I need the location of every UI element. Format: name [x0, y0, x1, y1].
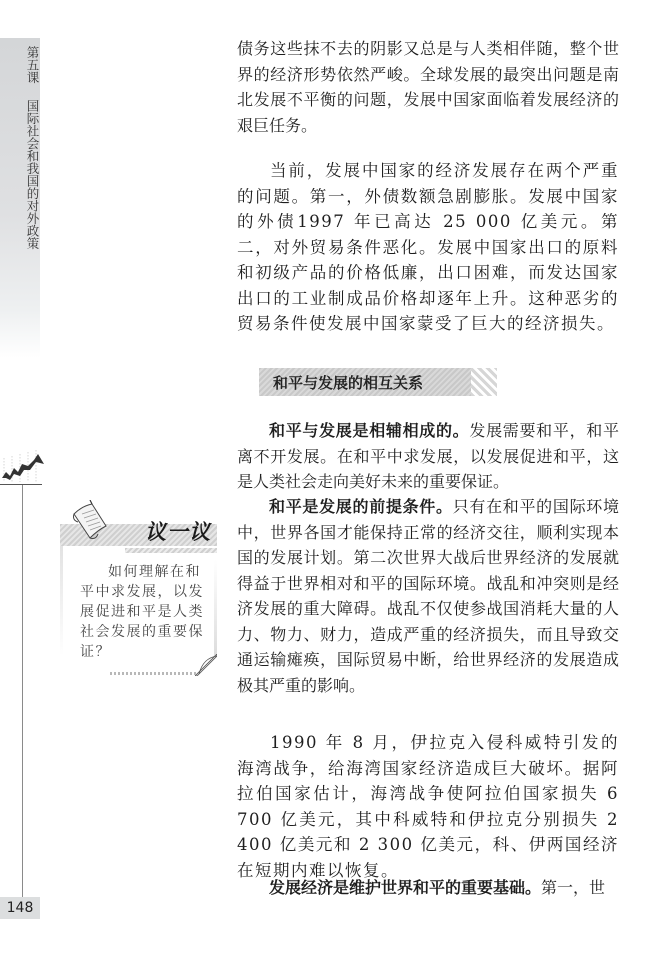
paragraph-case-debt: 当前，发展中国家的经济发展存在两个严重的问题。第一，外债数额急剧膨胀。发展中国家的外债1997 年已高达 25 000 亿美元。第二，对外贸易条件恶化。发展中国家出口的原料和初级产品的价格低廉，出口困难，而发达国家出口的工业制成品价格却逐年上升。这种恶劣的贸易条件使发展中国家蒙受了巨大的经济损失。	[237, 161, 619, 333]
lesson-title: 国际社会和我国的对外政策	[25, 99, 40, 250]
paragraph-economy-foundation	[237, 875, 619, 901]
discuss-title-underline	[125, 548, 217, 553]
scroll-paper-icon	[68, 500, 112, 542]
key-point: 和平与发展是相辅相成的。	[269, 421, 470, 440]
key-point: 和平是发展的前提条件。	[269, 497, 453, 516]
discuss-question-text: 如何理解在和平中求发展，以发展促进和平是人类社会发展的重要保证？	[80, 564, 204, 660]
paragraph-peace-development	[237, 418, 619, 495]
paragraph-intro: 债务这些抹不去的阴影又总是与人类相伴随，整个世界的经济形势依然严峻。全球发展的最突出问题是南北发展不平衡的问题，发展中国家面临着发展经济的艰巨任务。	[237, 39, 619, 135]
discuss-box-bottom-border	[110, 672, 196, 675]
page-number: 148	[0, 897, 40, 919]
margin-rule	[0, 484, 42, 485]
section-heading-text: 和平与发展的相互关系	[273, 374, 424, 392]
paragraph-text: 发展需要和平，和平离不开发展。在和平中求发展，以发展促进和平，这是人类社会走向美好未来的重要保证。	[237, 421, 619, 491]
stock-chart-icon	[0, 448, 48, 482]
discuss-box-edge	[214, 560, 217, 656]
margin-vertical-rule	[22, 485, 23, 900]
key-point: 发展经济是维护世界和平的重要基础。	[269, 878, 542, 897]
discuss-box	[60, 500, 217, 668]
paragraph-case-gulf-war: 1990 年 8 月，伊拉克入侵科威特引发的海湾战争，给海湾国家经济造成巨大破坏。据阿拉伯国家估计，海湾战争使阿拉伯国家损失 6 700 亿美元，其中科威特和伊拉克分别损失 2 400 亿美元和 2 300 亿美元，科、伊两国经济在短期内难以恢复。	[237, 733, 619, 880]
section-heading	[259, 368, 471, 396]
discuss-box-edge	[60, 546, 63, 656]
discuss-question	[80, 562, 205, 662]
page-curl-icon	[195, 654, 217, 676]
paragraph-text: 第一，世	[541, 878, 606, 897]
sidebar-lesson-title	[20, 46, 40, 250]
chapter-label: 第五课	[25, 46, 40, 84]
paragraph-text: 只有在和平的国际环境中，世界各国才能保持正常的经济交往，顺利实现本国的发展计划。第二次世界大战后世界经济的发展就得益于世界相对和平的国际环境。战乱和冲突则是经济发展的重大障碍。战乱不仅使参战国消耗大量的人力、物力、财力，造成严重的经济损失，而且导致交通运输瘫痪，国际贸易中断，给世界经济的发展造成极其严重的影响。	[237, 497, 619, 695]
paragraph-peace-precondition	[237, 494, 619, 698]
discuss-title: 议一议	[145, 519, 211, 544]
